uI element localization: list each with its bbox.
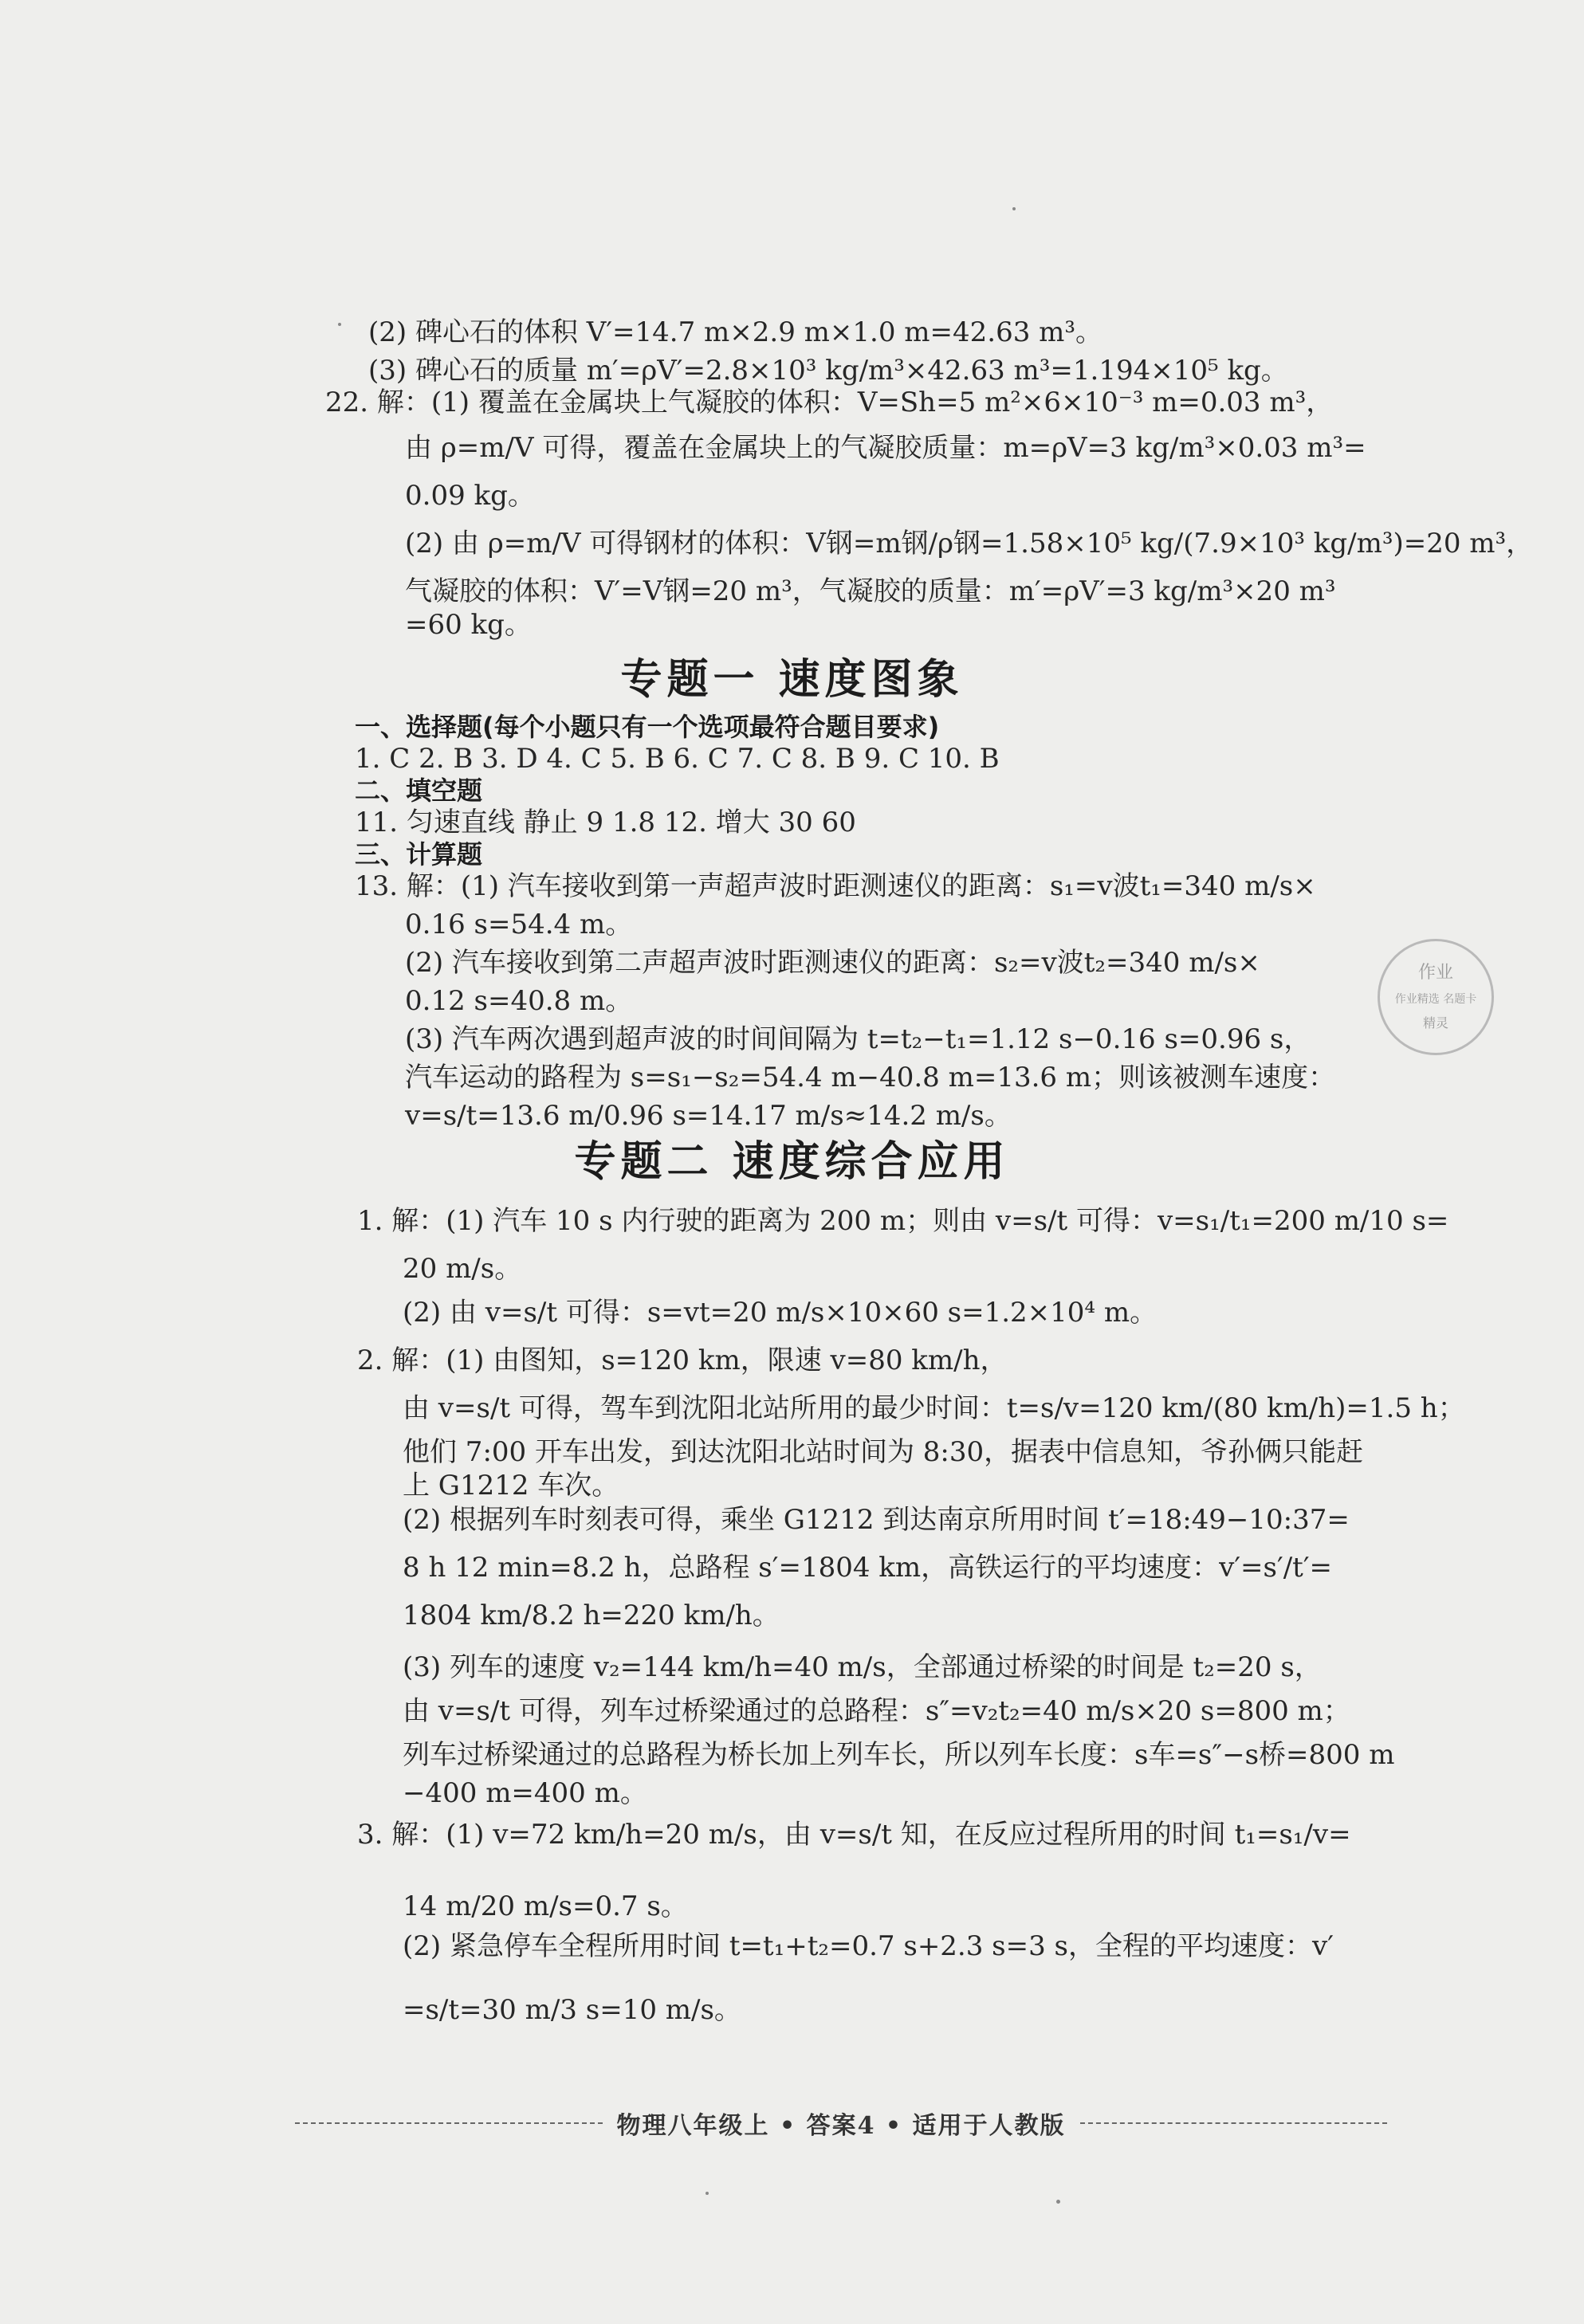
section-heading: 三、计算题 (355, 839, 483, 870)
answer-line: −400 m=400 m。 (403, 1777, 647, 1809)
fill-answers: 11. 匀速直线 静止 9 1.8 12. 增大 30 60 (355, 807, 856, 838)
answer-line: (2) 由 v=s/t 可得：s=vt=20 m/s×10×60 s=1.2×10⁴ m。 (403, 1297, 1158, 1329)
answer-line: 8 h 12 min=8.2 h，总路程 s′=1804 km，高铁运行的平均速度：v′=s′/t′= (403, 1552, 1333, 1584)
answer-line: 气凝胶的体积：V′=V钢=20 m³，气凝胶的质量：m′=ρV′=3 kg/m³×20 m³ (405, 575, 1336, 607)
answer-line: 20 m/s。 (403, 1253, 522, 1285)
footer-divider (1080, 2122, 1388, 2124)
answer-line: (2) 紧急停车全程所用时间 t=t₁+t₂=0.7 s+2.3 s=3 s，全程的平均速度：v′ (403, 1930, 1334, 1962)
choice-answers: 1. C 2. B 3. D 4. C 5. B 6. C 7. C 8. B 9. C 10. B (355, 743, 1000, 775)
scan-speck (706, 2192, 709, 2195)
answer-line: 0.12 s=40.8 m。 (405, 985, 633, 1017)
footer-divider (295, 2122, 603, 2124)
answer-line: 1804 km/8.2 h=220 km/h。 (403, 1600, 780, 1631)
answer-line: (2) 汽车接收到第二声超声波时距测速仪的距离：s₂=v波t₂=340 m/s× (405, 947, 1260, 979)
answer-line: (3) 碑心石的质量 m′=ρV′=2.8×10³ kg/m³×42.63 m³=1.194×10⁵ kg。 (368, 355, 1288, 387)
scan-speck (1012, 207, 1016, 210)
topic-title: 专题一 速度图象 (620, 656, 964, 704)
answer-line: 0.09 kg。 (405, 480, 535, 512)
answer-line: 上 G1212 车次。 (403, 1470, 619, 1502)
answer-line: 列车过桥梁通过的总路程为桥长加上列车长，所以列车长度：s车=s″−s桥=800 m (403, 1739, 1395, 1771)
answer-line: (2) 碑心石的体积 V′=14.7 m×2.9 m×1.0 m=42.63 m³。 (368, 316, 1103, 348)
section-heading: 一、选择题(每个小题只有一个选项最符合题目要求) (355, 712, 940, 742)
answer-line: (3) 汽车两次遇到超声波的时间间隔为 t=t₂−t₁=1.12 s−0.16 s=0.96 s， (405, 1023, 1311, 1055)
answer-line: v=s/t=13.6 m/0.96 s=14.17 m/s≈14.2 m/s。 (405, 1100, 1012, 1132)
answer-line: 由 v=s/t 可得，驾车到沈阳北站所用的最少时间：t=s/v=120 km/(80 km/h)=1.5 h； (403, 1392, 1465, 1424)
answer-line: 13. 解：(1) 汽车接收到第一声超声波时距测速仪的距离：s₁=v波t₁=340 m/s× (355, 870, 1316, 902)
scan-speck (338, 323, 341, 326)
answer-line: 由 ρ=m/V 可得，覆盖在金属块上的气凝胶质量：m=ρV=3 kg/m³×0.03 m³= (405, 432, 1366, 464)
topic-title: 专题二 速度综合应用 (574, 1138, 1010, 1186)
answer-line: 由 v=s/t 可得，列车过桥梁通过的总路程：s″=v₂t₂=40 m/s×20 s=800 m； (403, 1695, 1350, 1727)
section-heading: 二、填空题 (355, 775, 483, 806)
answer-line: 3. 解：(1) v=72 km/h=20 m/s，由 v=s/t 知，在反应过程所用的时间 t₁=s₁/v= (357, 1819, 1351, 1851)
answer-line: 他们 7:00 开车出发，到达沈阳北站时间为 8:30，据表中信息知，爷孙俩只能赶 (403, 1436, 1364, 1468)
stamp-text: 作业 (1417, 963, 1453, 983)
answer-line: 0.16 s=54.4 m。 (405, 909, 633, 940)
answer-line: (2) 由 ρ=m/V 可得钢材的体积：V钢=m钢/ρ钢=1.58×10⁵ kg/(7.9×10³ kg/m³)=20 m³， (405, 528, 1534, 559)
answer-line: 22. 解：(1) 覆盖在金属块上气凝胶的体积：V=Sh=5 m²×6×10⁻³ m=0.03 m³， (325, 387, 1334, 418)
answer-line: (3) 列车的速度 v₂=144 km/h=40 m/s，全部通过桥梁的时间是 t₂=20 s， (403, 1651, 1322, 1683)
page-footer (295, 2106, 1387, 2141)
watermark-stamp (1378, 939, 1494, 1055)
answer-line: (2) 根据列车时刻表可得，乘坐 G1212 到达南京所用时间 t′=18:49−10:37= (403, 1504, 1350, 1536)
answer-line: 2. 解：(1) 由图知，s=120 km，限速 v=80 km/h， (357, 1345, 1008, 1376)
answer-line: 汽车运动的路程为 s=s₁−s₂=54.4 m−40.8 m=13.6 m；则该被测车速度： (405, 1062, 1336, 1093)
stamp-text: 作业精选 名题卡 (1394, 993, 1477, 1006)
answer-line: 14 m/20 m/s=0.7 s。 (403, 1890, 688, 1922)
scan-speck (1056, 2200, 1060, 2204)
answer-line: =60 kg。 (405, 609, 532, 641)
answer-line: 1. 解：(1) 汽车 10 s 内行驶的距离为 200 m；则由 v=s/t 可得：v=s₁/t₁=200 m/10 s= (357, 1205, 1449, 1237)
footer-text: 物理八年级上 • 答案4 • 适用于人教版 (616, 2112, 1066, 2140)
answer-line: =s/t=30 m/3 s=10 m/s。 (403, 1994, 741, 2026)
stamp-text: 精灵 (1422, 1015, 1448, 1030)
